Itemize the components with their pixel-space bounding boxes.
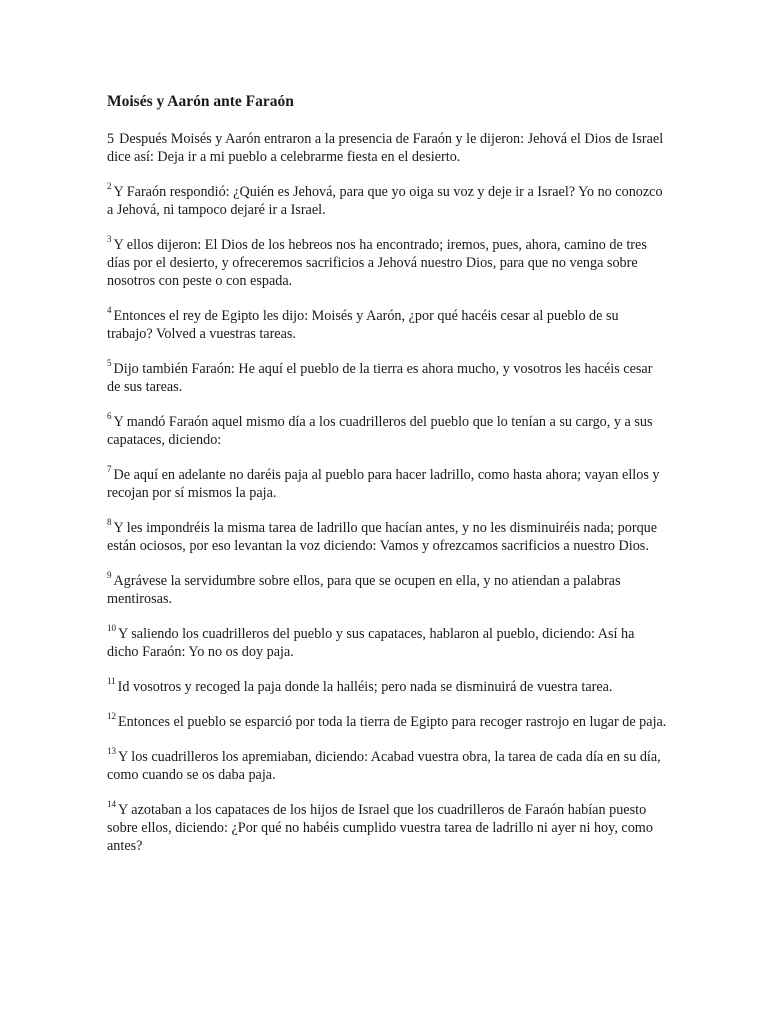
verse-text: Y los cuadrilleros los apremiaban, diciendo: Acabad vuestra obra, la tarea de cada día en su día, como cuando se os daba paja.	[107, 749, 661, 783]
verse-text: De aquí en adelante no daréis paja al pueblo para hacer ladrillo, como hasta ahora; vayan ellos y recojan por sí mismos la paja.	[107, 467, 660, 501]
verse-text: Y mandó Faraón aquel mismo día a los cuadrilleros del pueblo que lo tenían a su cargo, y a sus capataces, diciendo:	[107, 414, 653, 448]
verse-paragraph	[107, 625, 667, 661]
verse-paragraph	[107, 130, 667, 166]
verse-text: Y Faraón respondió: ¿Quién es Jehová, para que yo oiga su voz y deje ir a Israel? Yo no conozco a Jehová, ni tampoco dejaré ir a Israel.	[107, 184, 663, 218]
verse-number: 4	[107, 305, 112, 316]
document-page	[107, 92, 667, 872]
verse-number: 14	[107, 799, 116, 810]
verse-number: 9	[107, 570, 112, 581]
verse-number: 5	[107, 131, 115, 147]
verse-paragraph	[107, 572, 667, 608]
verse-number: 10	[107, 623, 116, 634]
verse-paragraph	[107, 413, 667, 449]
verse-text: Y les impondréis la misma tarea de ladrillo que hacían antes, y no les disminuiréis nada; porque están ociosos, por eso levantan la voz diciendo: Vamos y ofrezcamos sacrificios a nuestro Dios.	[107, 520, 658, 554]
verse-number: 5	[107, 358, 112, 369]
verse-text: Agrávese la servidumbre sobre ellos, para que se ocupen en ella, y no atiendan a palabras mentirosas.	[107, 573, 621, 607]
verse-paragraph	[107, 748, 667, 784]
verse-paragraph	[107, 678, 667, 696]
verse-number: 8	[107, 517, 112, 528]
verse-paragraph	[107, 183, 667, 219]
verse-paragraph	[107, 360, 667, 396]
verse-number: 6	[107, 411, 112, 422]
verse-paragraph	[107, 713, 667, 731]
verse-text: Y ellos dijeron: El Dios de los hebreos nos ha encontrado; iremos, pues, ahora, camino de tres días por el desierto, y ofreceremos sacrificios a Jehová nuestro Dios, para que no venga sobre nosotros con peste o con espada.	[107, 237, 647, 289]
verse-text: Dijo también Faraón: He aquí el pueblo de la tierra es ahora mucho, y vosotros les hacéis cesar de sus tareas.	[107, 361, 653, 395]
verse-text: Y azotaban a los capataces de los hijos de Israel que los cuadrilleros de Faraón habían puesto sobre ellos, diciendo: ¿Por qué no habéis cumplido vuestra tarea de ladrillo ni ayer ni hoy, como antes?	[107, 802, 653, 854]
document-title: Moisés y Aarón ante Faraón	[107, 93, 294, 110]
verse-number: 11	[107, 676, 116, 687]
verse-paragraph	[107, 801, 667, 855]
verse-text: Entonces el rey de Egipto les dijo: Moisés y Aarón, ¿por qué hacéis cesar al pueblo de su trabajo? Volved a vuestras tareas.	[107, 308, 619, 342]
verse-paragraph	[107, 307, 667, 343]
verse-number: 3	[107, 234, 112, 245]
verse-paragraph	[107, 519, 667, 555]
verse-number: 13	[107, 746, 116, 757]
verse-paragraph	[107, 466, 667, 502]
verse-paragraph	[107, 236, 667, 290]
verse-number: 2	[107, 181, 112, 192]
verse-text: Después Moisés y Aarón entraron a la presencia de Faraón y le dijeron: Jehová el Dios de Israel dice así: Deja ir a mi pueblo a celebrarme fiesta en el desierto.	[107, 131, 664, 165]
verse-text: Id vosotros y recoged la paja donde la halléis; pero nada se disminuirá de vuestra tarea.	[117, 679, 613, 695]
verse-number: 7	[107, 464, 112, 475]
verse-text: Y saliendo los cuadrilleros del pueblo y sus capataces, hablaron al pueblo, diciendo: Así ha dicho Faraón: Yo no os doy paja.	[107, 626, 635, 660]
verse-text: Entonces el pueblo se esparció por toda la tierra de Egipto para recoger rastrojo en lugar de paja.	[118, 714, 667, 730]
verse-number: 12	[107, 711, 116, 722]
